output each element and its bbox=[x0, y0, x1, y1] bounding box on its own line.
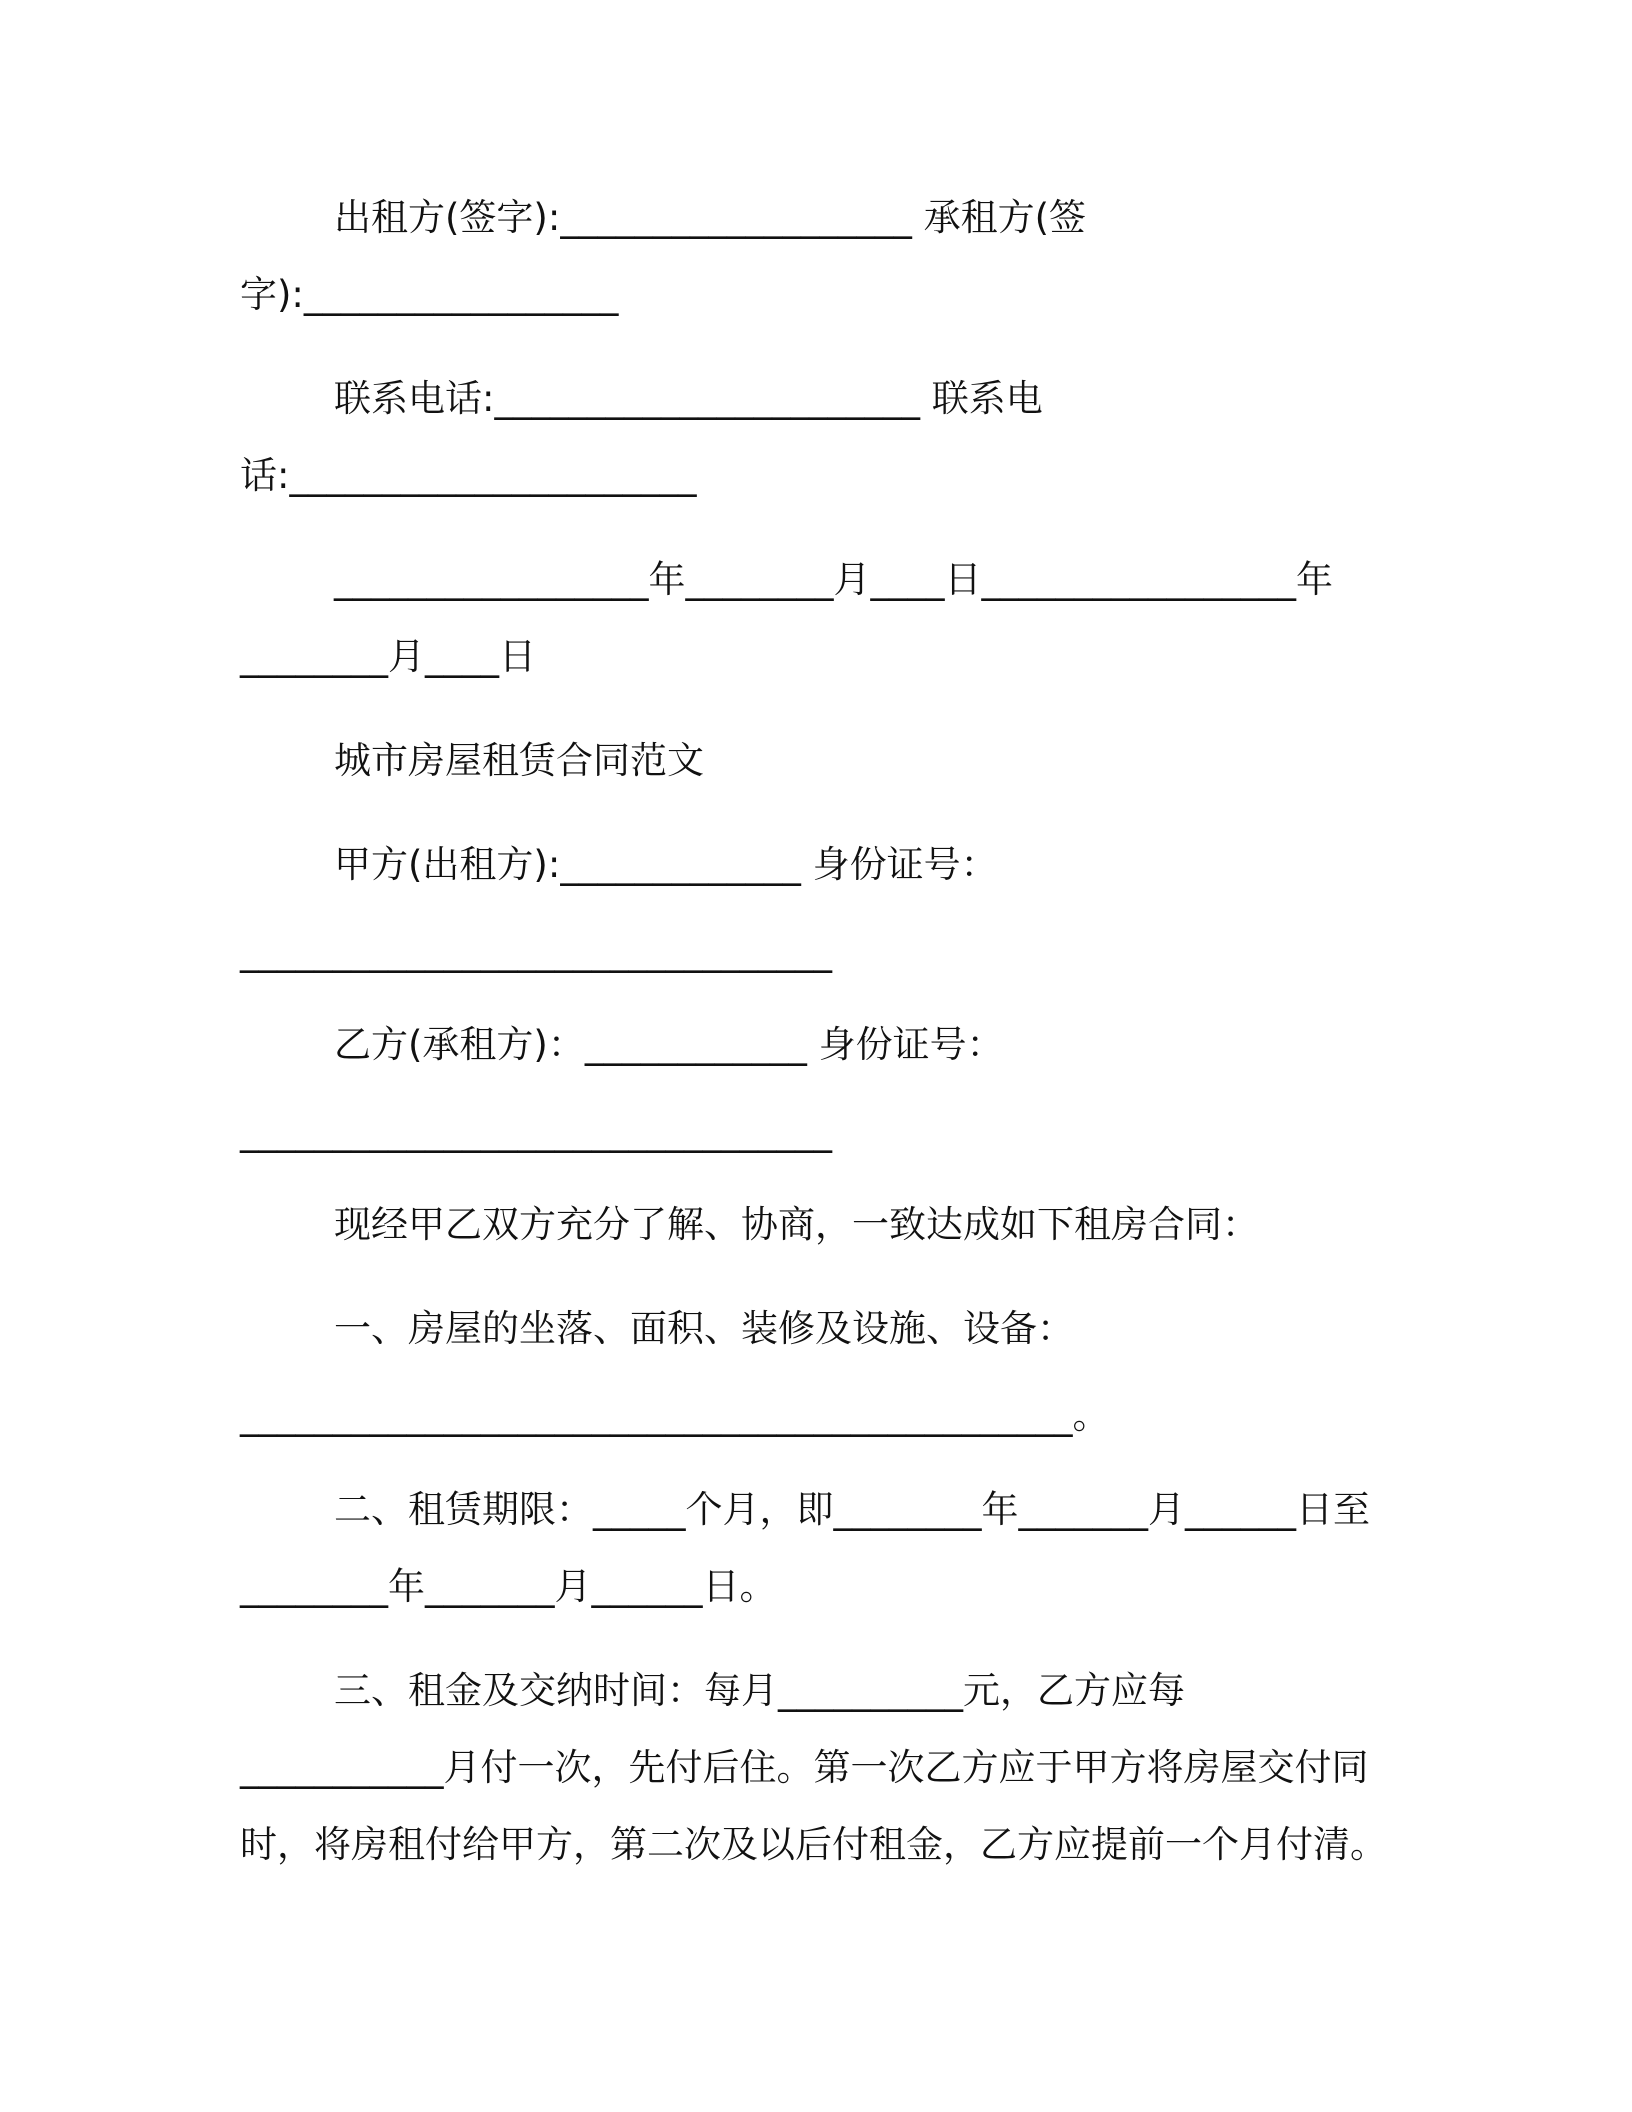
contract-title: 城市房屋租赁合同范文 bbox=[334, 739, 704, 782]
party-b-line: 乙方(承租方)：____________ 身份证号： bbox=[334, 1023, 1004, 1066]
party-a-line: 甲方(出租方):_____________ 身份证号： bbox=[334, 843, 998, 886]
lessee-signature-line: 字):_________________ bbox=[240, 273, 619, 316]
clause-3-line-cont: ___________月付一次，先付后住。第一次乙方应于甲方将房屋交付同 bbox=[240, 1746, 1369, 1789]
party-a-id-line: ________________________________ bbox=[240, 930, 832, 973]
clause-1-heading: 一、房屋的坐落、面积、装修及设施、设备： bbox=[334, 1307, 1074, 1350]
party-b-id-line: ________________________________ bbox=[240, 1110, 832, 1153]
signing-date-line: _________________年________月____日_________________年 bbox=[334, 558, 1333, 601]
preamble-paragraph: 现经甲乙双方充分了解、协商，一致达成如下租房合同： bbox=[334, 1203, 1259, 1246]
signing-date-line-cont: ________月____日 bbox=[240, 635, 536, 678]
lessor-signature-line: 出租方(签字):___________________ 承租方(签 bbox=[334, 196, 1087, 239]
clause-2-line: 二、租赁期限：_____个月，即________年_______月______日至 bbox=[334, 1488, 1370, 1531]
clause-2-line-cont: ________年_______月______日。 bbox=[240, 1565, 777, 1608]
lessor-phone-line: 联系电话:_______________________ 联系电 bbox=[334, 377, 1043, 420]
lessee-phone-line: 话:______________________ bbox=[240, 454, 697, 497]
clause-3-line: 三、租金及交纳时间：每月__________元，乙方应每 bbox=[334, 1669, 1185, 1712]
clause-1-blank-line: _____________________________________________。 bbox=[240, 1394, 1110, 1437]
clause-3-line-end: 时，将房租付给甲方，第二次及以后付租金，乙方应提前一个月付清。 bbox=[240, 1823, 1387, 1866]
